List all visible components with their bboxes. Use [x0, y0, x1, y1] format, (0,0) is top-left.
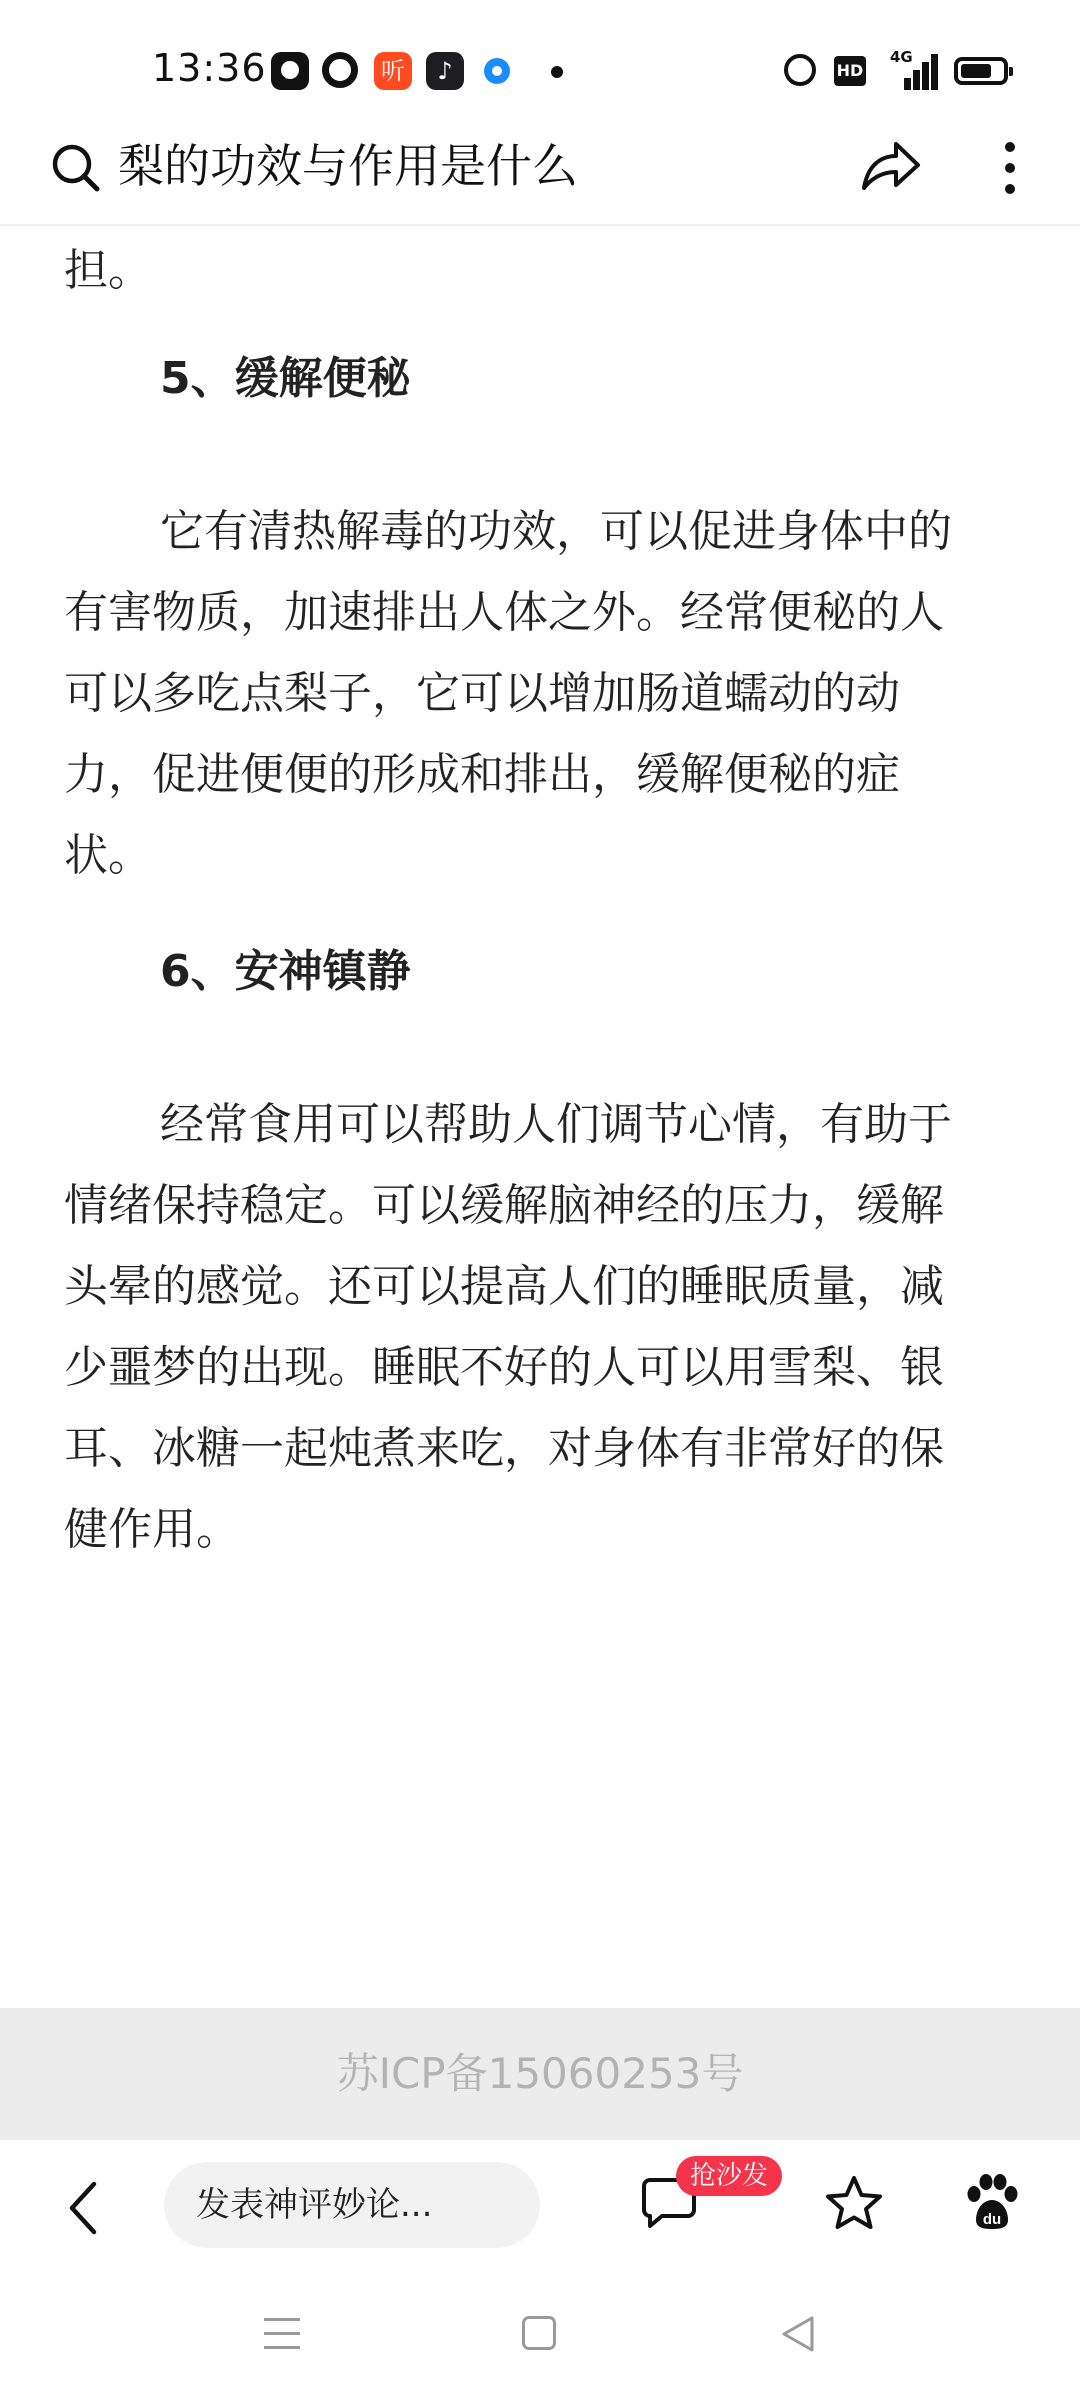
baidu-icon	[271, 52, 309, 90]
back-icon[interactable]	[62, 2178, 108, 2238]
article-body	[64, 228, 984, 1570]
signal-4g-icon	[890, 48, 936, 90]
status-bar	[0, 0, 1080, 140]
share-icon[interactable]	[858, 138, 922, 194]
more-icon[interactable]	[996, 138, 1024, 198]
alarm-icon	[784, 54, 816, 86]
section-heading-6: 6、安神镇静	[160, 946, 411, 997]
ting-icon: 听	[374, 52, 412, 90]
hd-icon: HD	[834, 56, 866, 86]
status-time: 13:36	[152, 46, 267, 90]
section-paragraph-5: 它有清热解毒的功效，可以促进身体中的有害物质，加速排出人体之外。经常便秘的人可以多吃点梨子，它可以增加肠道蠕动的动力，促进便便的形成和排出，缓解便秘的症状。	[64, 506, 952, 881]
home-icon[interactable]	[522, 2316, 556, 2350]
sofa-badge[interactable]: 抢沙发	[676, 2156, 782, 2196]
back-triangle-icon[interactable]	[780, 2314, 816, 2354]
icp-footer	[0, 2008, 1080, 2140]
section-heading-5: 5、缓解便秘	[160, 353, 411, 404]
icp-text: 苏ICP备15060253号	[336, 2049, 744, 2098]
battery-icon	[954, 57, 1008, 85]
notification-dot	[551, 66, 563, 78]
network-label: 4G	[890, 48, 913, 66]
douyin-icon: ♪	[426, 52, 464, 90]
baidu-paw-icon[interactable]	[962, 2172, 1022, 2232]
menu-icon[interactable]	[264, 2316, 300, 2352]
bottom-toolbar	[0, 2140, 1080, 2270]
search-query[interactable]: 梨的功效与作用是什么	[118, 139, 578, 193]
section-paragraph-6: 经常食用可以帮助人们调节心情，有助于情绪保持稳定。可以缓解脑神经的压力，缓解头晕的感觉。还可以提高人们的睡眠质量，减少噩梦的出现。睡眠不好的人可以用雪梨、银耳、冰糖一起炖煮来吃，对身体有非常好的保健作用。	[64, 1099, 952, 1555]
blue-circle-icon	[484, 58, 510, 84]
svg-text:du: du	[982, 2211, 1002, 2228]
search-icon[interactable]	[50, 142, 102, 194]
comment-input[interactable]: 发表神评妙论...	[164, 2162, 540, 2248]
star-icon[interactable]	[824, 2174, 884, 2232]
q-browser-icon	[322, 52, 358, 88]
article-lead-fragment: 担。	[64, 245, 152, 296]
